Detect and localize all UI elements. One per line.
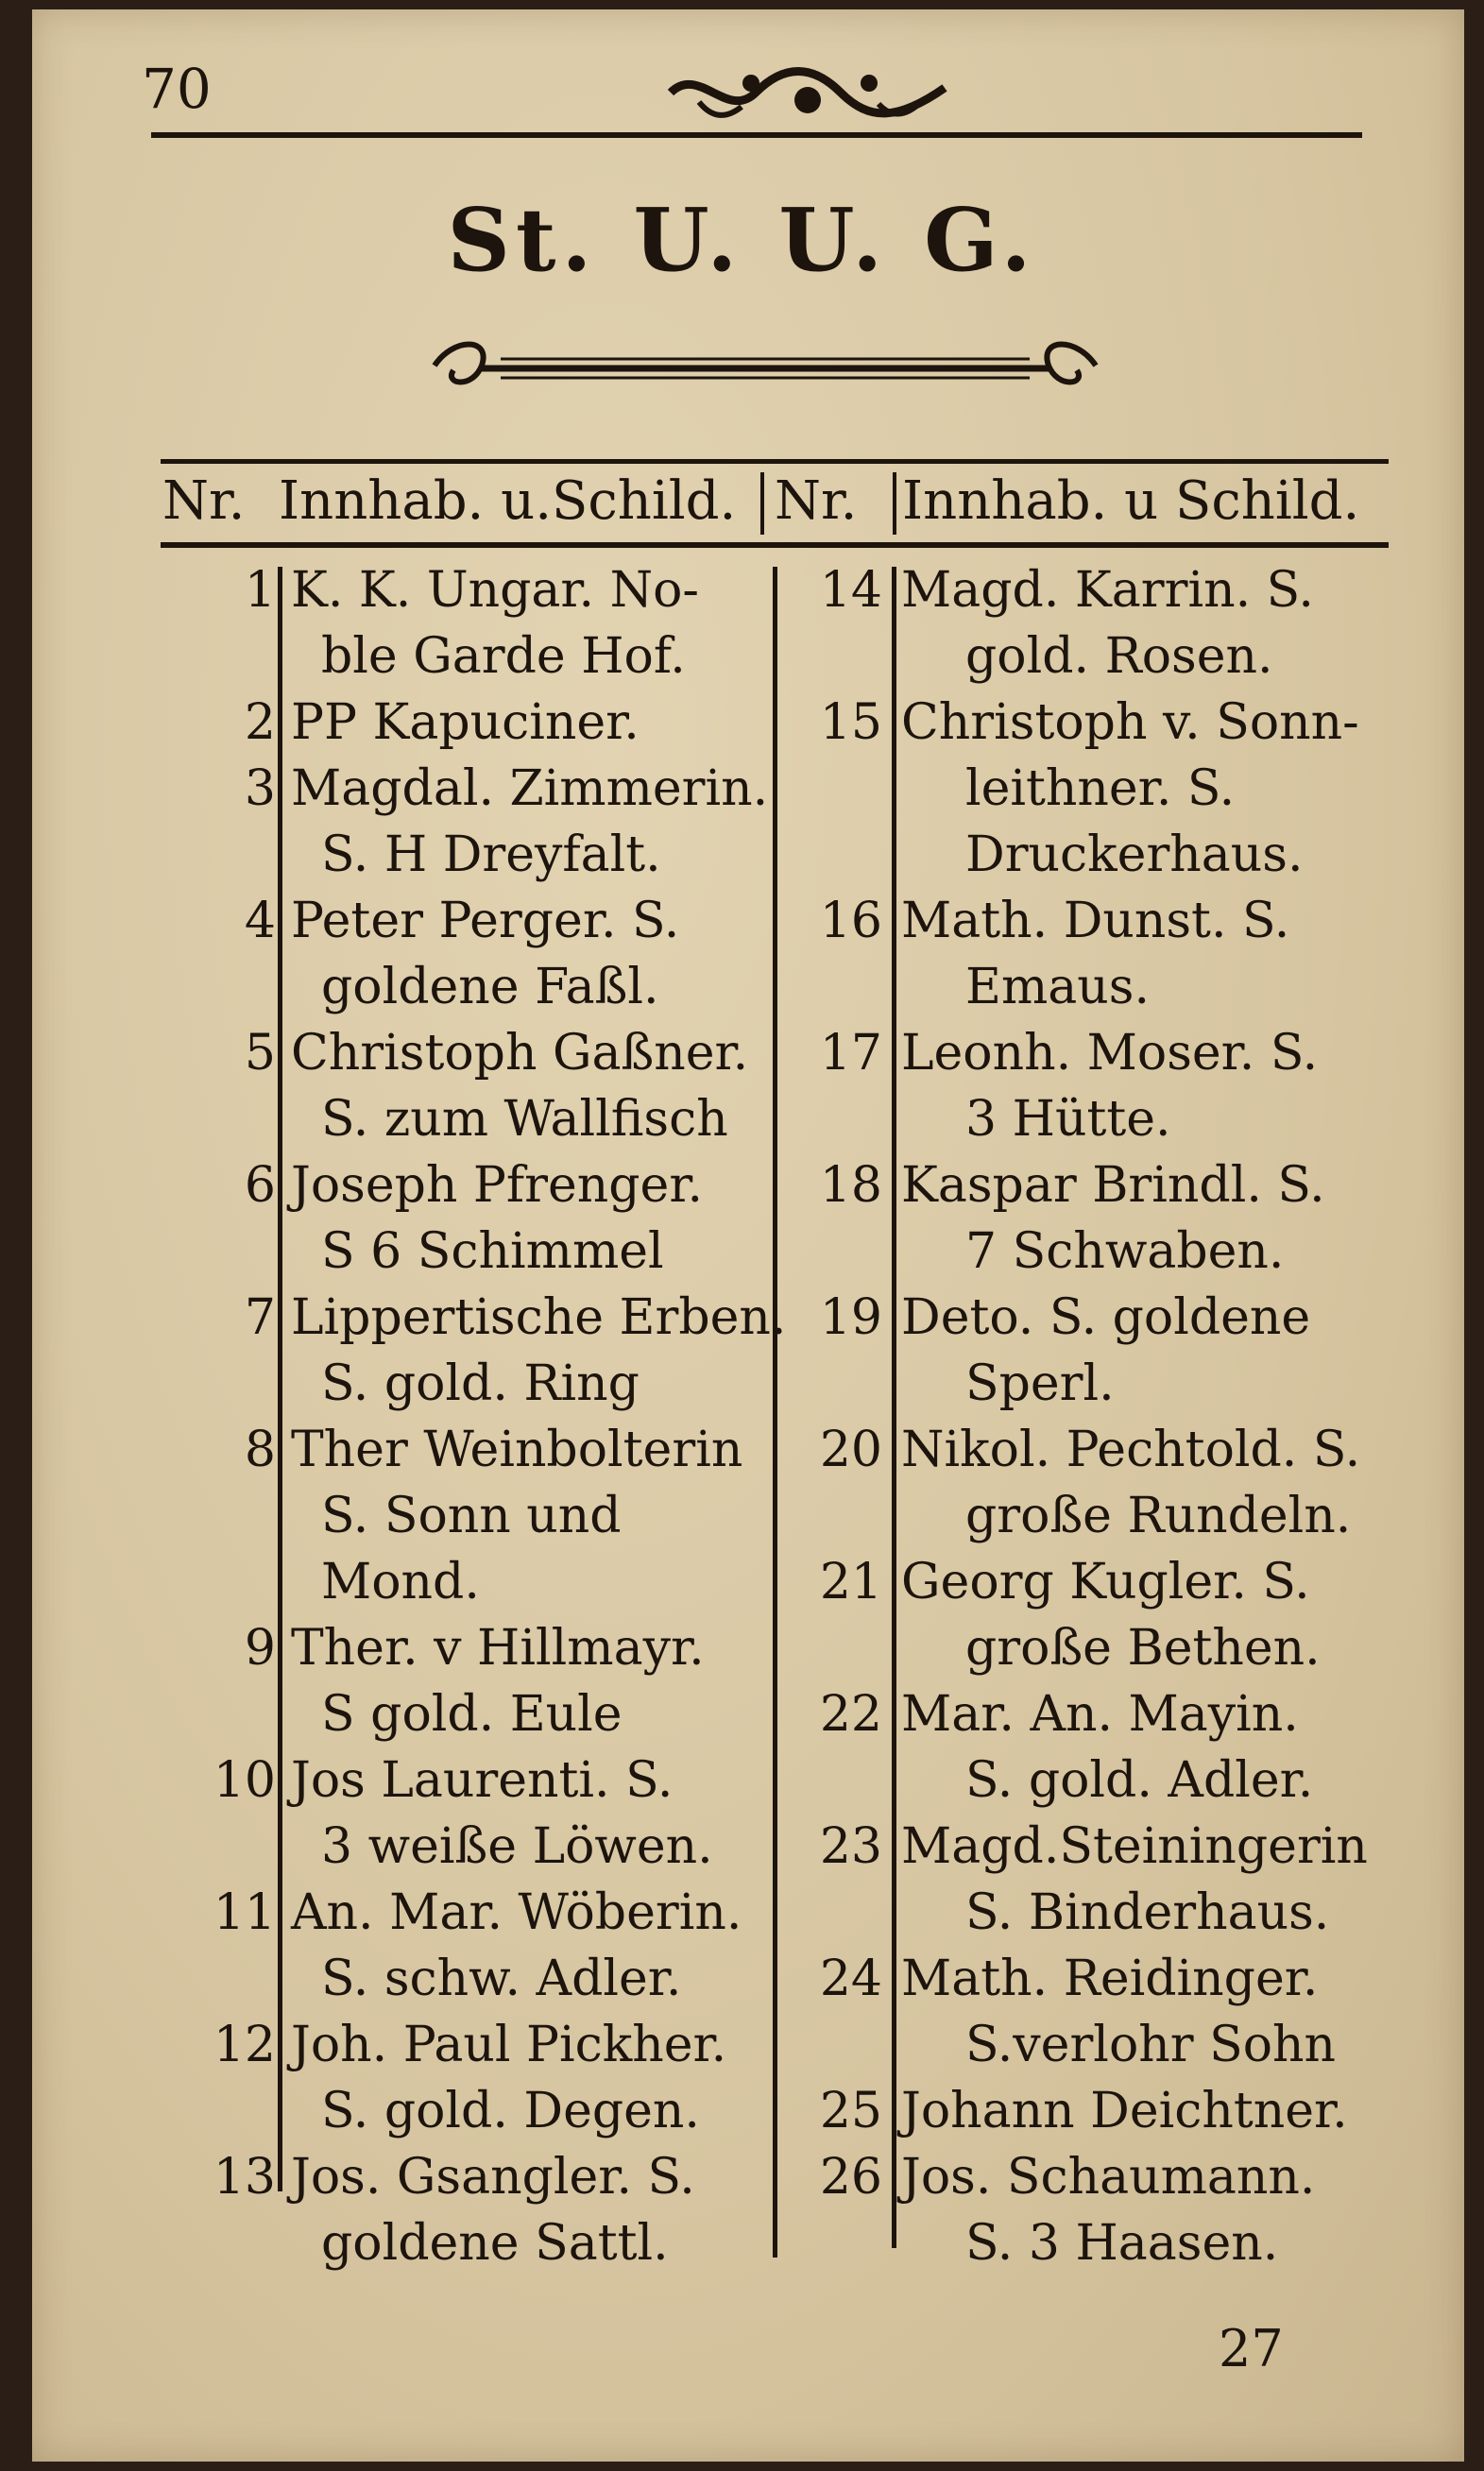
header-rule	[151, 132, 1362, 138]
table-header-rule	[161, 542, 1389, 548]
column-header-owner-right: Innhab. u Schild.	[902, 470, 1360, 532]
entry-number: 23	[819, 1818, 882, 1875]
entry-number: 2	[244, 694, 276, 751]
entry-number: 26	[819, 2149, 882, 2206]
entry-number: 5	[244, 1025, 276, 1082]
page-number: 70	[142, 57, 212, 121]
entry-number: 15	[819, 694, 882, 751]
table-top-rule	[161, 459, 1389, 464]
column-header-nr: Nr.	[162, 470, 246, 532]
entry-number: 21	[819, 1554, 882, 1610]
entry-number: 3	[244, 760, 276, 817]
entry-number: 16	[819, 893, 882, 949]
entry-number: 12	[213, 2017, 276, 2073]
entry-number: 6	[244, 1157, 276, 1214]
floral-ornament-icon	[661, 55, 954, 130]
center-column-rule	[773, 567, 777, 2258]
column-header-nr-right: Nr.	[775, 470, 858, 532]
entry-number: 19	[819, 1289, 882, 1346]
column-divider	[893, 472, 896, 535]
section-heading: St. U. U. G.	[447, 189, 1037, 291]
entry-number: 13	[213, 2149, 276, 2206]
column-header-owner: Innhab. u.Schild.	[279, 470, 737, 532]
entry-number: 14	[819, 562, 882, 619]
entry-number: 18	[819, 1157, 882, 1214]
scroll-divider-icon	[416, 332, 1115, 399]
catchword: 27	[1219, 2319, 1284, 2378]
entry-number: 22	[819, 1686, 882, 1743]
entry-number: 10	[213, 1752, 276, 1809]
left-number-rule	[278, 567, 282, 2191]
entry-number: 9	[244, 1620, 276, 1677]
entry-number: 1	[244, 562, 276, 619]
entry-number: 20	[819, 1422, 882, 1478]
right-number-rule	[892, 567, 896, 2248]
column-divider	[760, 472, 764, 535]
entry-number: 25	[819, 2083, 882, 2139]
entry-number: 4	[244, 893, 276, 949]
entry-number: 24	[819, 1951, 882, 2007]
entry-number: 7	[244, 1289, 276, 1346]
entry-number: 8	[244, 1422, 276, 1478]
entry-number: 11	[213, 1884, 276, 1941]
entry-number: 17	[819, 1025, 882, 1082]
